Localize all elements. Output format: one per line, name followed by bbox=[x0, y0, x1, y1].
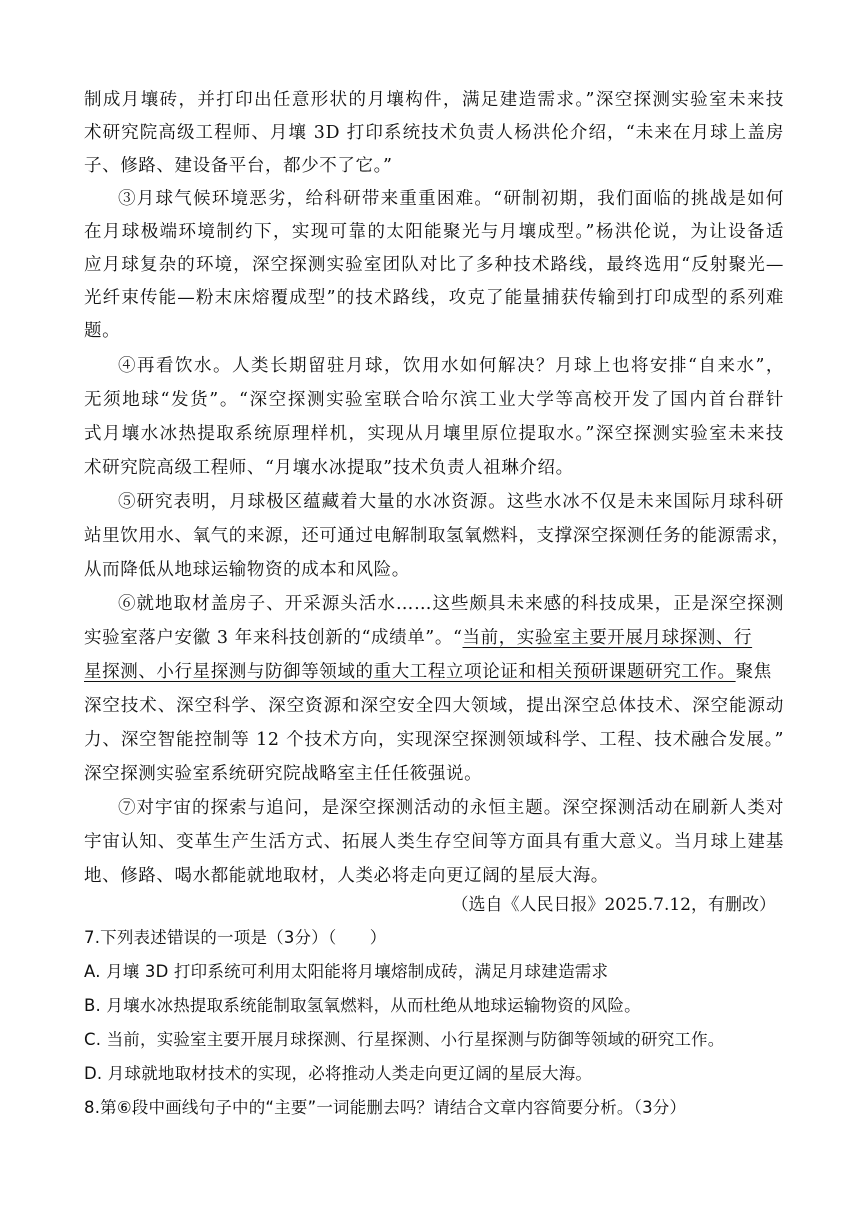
underlined-sentence-part: 当前，实验室主要开展月球探测、行 bbox=[462, 628, 753, 648]
article-line: 宇宙认知、变革生产生活方式、拓展人类生存空间等方面具有重大意义。当月球上建基 bbox=[84, 832, 784, 852]
article-line: 力、深空智能控制等 12 个技术方向，实现深空探测领域科学、工程、技术融合发展。” bbox=[84, 730, 784, 750]
paragraph-4-line: ④再看饮水。人类长期留驻月球，饮用水如何解决？月球上也将安排“自来水”， bbox=[118, 356, 784, 376]
article-line: 无须地球“发货”。“深空探测实验室联合哈尔滨工业大学等高校开发了国内首台群针 bbox=[84, 390, 784, 410]
article-source: （选自《人民日报》2025.7.12，有删改） bbox=[451, 895, 776, 915]
line-text: 聚焦 bbox=[735, 662, 772, 682]
paragraph-6-line: ⑥就地取材盖房子、开采源头活水……这些颇具未来感的科技成果，正是深空探测 bbox=[118, 594, 784, 614]
article-line bbox=[84, 660, 784, 684]
article-line: 制成月壤砖，并打印出任意形状的月壤构件，满足建造需求。”深空探测实验室未来技 bbox=[84, 90, 784, 110]
article-line: 地、修路、喝水都能就地取材，人类必将走向更辽阔的星辰大海。 bbox=[84, 866, 609, 886]
article-line: 题。 bbox=[84, 321, 121, 341]
article-line: 光纤束传能—粉末床熔覆成型”的技术路线，攻克了能量捕获传输到打印成型的系列难 bbox=[84, 288, 784, 308]
article-line: 深空探测实验室系统研究院战略室主任任筱强说。 bbox=[84, 764, 483, 784]
question-7-option-d: D. 月球就地取材技术的实现，必将推动人类走向更辽阔的星辰大海。 bbox=[84, 1064, 593, 1083]
article-line: 术研究院高级工程师、月壤 3D 打印系统技术负责人杨洪伦介绍，“未来在月球上盖房 bbox=[84, 123, 784, 143]
underlined-sentence-part: 星探测、小行星探测与防御等领域的重大工程立项论证和相关预研课题研究工作。 bbox=[84, 662, 736, 682]
article-line: 应月球复杂的环境，深空探测实验室团队对比了多种技术路线，最终选用“反射聚光— bbox=[84, 255, 784, 275]
article-line bbox=[84, 626, 784, 650]
paragraph-3-line: ③月球气候环境恶劣，给科研带来重重困难。“研制初期，我们面临的挑战是如何 bbox=[118, 189, 784, 209]
question-7-option-c: C. 当前，实验室主要开展月球探测、行星探测、小行星探测与防御等领域的研究工作。 bbox=[84, 1030, 725, 1049]
paragraph-7-line: ⑦对宇宙的探索与追问，是深空探测活动的永恒主题。深空探测活动在刷新人类对 bbox=[118, 798, 784, 818]
article-line: 深空技术、深空科学、深空资源和深空安全四大领域，提出深空总体技术、深空能源动 bbox=[84, 696, 784, 716]
line-text: 实验室落户安徽 3 年来科技创新的“成绩单”。“ bbox=[84, 628, 463, 648]
article-line: 站里饮用水、氧气的来源，还可通过电解制取氢氧燃料，支撑深空探测任务的能源需求， bbox=[84, 526, 790, 546]
question-8: 8.第⑥段中画线句子中的“主要”一词能删去吗？请结合文章内容简要分析。（3分） bbox=[84, 1098, 687, 1117]
article-line: 在月球极端环境制约下，实现可靠的太阳能聚光与月壤成型。”杨洪伦说，为让设备适 bbox=[84, 222, 784, 242]
article-line: 术研究院高级工程师、“月壤水冰提取”技术负责人祖琳介绍。 bbox=[84, 458, 574, 478]
article-line: 式月壤水冰热提取系统原理样机，实现从月壤里原位提取水。”深空探测实验室未来技 bbox=[84, 424, 784, 444]
question-7-option-b: B. 月壤水冰热提取系统能制取氢氧燃料，从而杜绝从地球运输物资的风险。 bbox=[84, 996, 641, 1015]
question-7-option-a: A. 月壤 3D 打印系统可利用太阳能将月壤熔制成砖，满足月球建造需求 bbox=[84, 962, 609, 981]
article-line: 子、修路、建设备平台，都少不了它。” bbox=[84, 156, 393, 176]
article-line: 从而降低从地球运输物资的成本和风险。 bbox=[84, 560, 410, 580]
paragraph-5-line: ⑤研究表明，月球极区蕴藏着大量的水冰资源。这些水冰不仅是未来国际月球科研 bbox=[118, 492, 784, 512]
question-7: 7.下列表述错误的一项是（3分）（ ） bbox=[84, 928, 387, 947]
